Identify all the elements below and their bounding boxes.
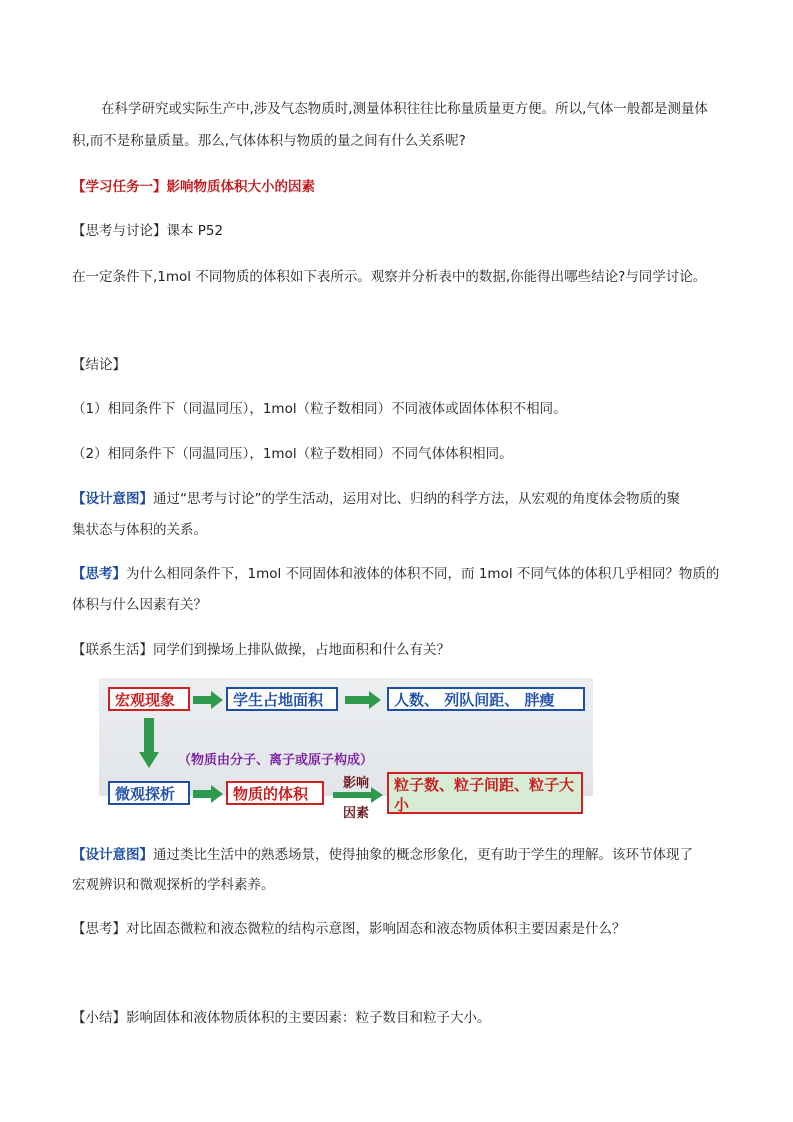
think-1-cont: 体积与什么因素有关？ <box>72 597 207 613</box>
particles-box: 粒子数、粒子间距、粒子大小 <box>387 772 583 814</box>
design-intent-1-cont: 集状态与体积的关系。 <box>72 522 207 538</box>
arrow-right-icon <box>333 787 383 803</box>
think-tag: 【思考】 <box>72 566 126 582</box>
design-intent-tag: 【设计意图】 <box>72 847 153 863</box>
design-intent-2 <box>72 842 693 868</box>
conclusion-item-1: （1）相同条件下（同温同压），1mol（粒子数相同）不同液体或固体体积不相同。 <box>72 401 567 417</box>
micro-box: 微观探析 <box>108 781 190 805</box>
composition-note: （物质由分子、离子或原子构成） <box>178 753 374 768</box>
arrow-right-icon <box>345 691 381 709</box>
design-intent-2-cont: 宏观辨识和微观探析的学科素养。 <box>72 877 275 893</box>
influence-label-bottom: 因素 <box>343 806 370 821</box>
design-intent-tag: 【设计意图】 <box>72 491 153 507</box>
conclusion-item-2: （2）相同条件下（同温同压），1mol（粒子数相同）不同气体体积相同。 <box>72 446 513 462</box>
think-tag: 【思考】 <box>72 921 126 937</box>
life-tag: 【联系生活】 <box>72 642 153 658</box>
macro-box: 宏观现象 <box>108 687 190 711</box>
design-intent-text: 通过“思考与讨论”的学生活动，运用对比、归纳的科学方法，从宏观的角度体会物质的聚 <box>153 491 680 507</box>
condition-text: 在一定条件下,1mol 不同物质的体积如下表所示。观察并分析表中的数据,你能得出哪些结论?与同学讨论。 <box>72 269 707 285</box>
discuss-label: 【思考与讨论】课本 P52 <box>72 223 224 239</box>
arrow-down-icon <box>139 718 159 768</box>
conclusion-label: 【结论】 <box>72 357 126 373</box>
summary: 【小结】影响固体和液体物质体积的主要因素：粒子数目和粒子大小。 <box>72 1010 491 1026</box>
design-intent-1 <box>72 486 680 512</box>
think-text: 为什么相同条件下，1mol 不同固体和液体的体积不同，而 1mol 不同气体的体积几乎相同？物质的 <box>126 566 720 582</box>
factors-box: 人数、 列队间距、 胖瘦 <box>387 687 585 711</box>
think-text: 对比固态微粒和液态微粒的结构示意图，影响固态和液态物质体积主要因素是什么？ <box>126 921 626 937</box>
influence-label-top: 影响 <box>343 776 370 791</box>
task-heading: 【学习任务一】影响物质体积大小的因素 <box>72 179 315 195</box>
area-box: 学生占地面积 <box>226 687 338 711</box>
intro-line-1: 在科学研究或实际生产中,涉及气态物质时,测量体积往往比称量质量更方便。所以,气体一般都是测量体 <box>101 101 708 117</box>
design-intent-text: 通过类比生活中的熟悉场景，使得抽象的概念形象化，更有助于学生的理解。该环节体现了 <box>153 847 693 863</box>
arrow-right-icon <box>193 785 223 803</box>
life-connection <box>72 637 450 663</box>
concept-diagram <box>99 678 593 821</box>
think-1 <box>72 561 719 587</box>
intro-line-2: 积,而不是称量质量。那么,气体体积与物质的量之间有什么关系呢? <box>72 133 466 149</box>
volume-box: 物质的体积 <box>226 781 324 805</box>
arrow-right-icon <box>193 691 223 709</box>
think-2 <box>72 916 626 942</box>
life-text: 同学们到操场上排队做操，占地面积和什么有关？ <box>153 642 450 658</box>
